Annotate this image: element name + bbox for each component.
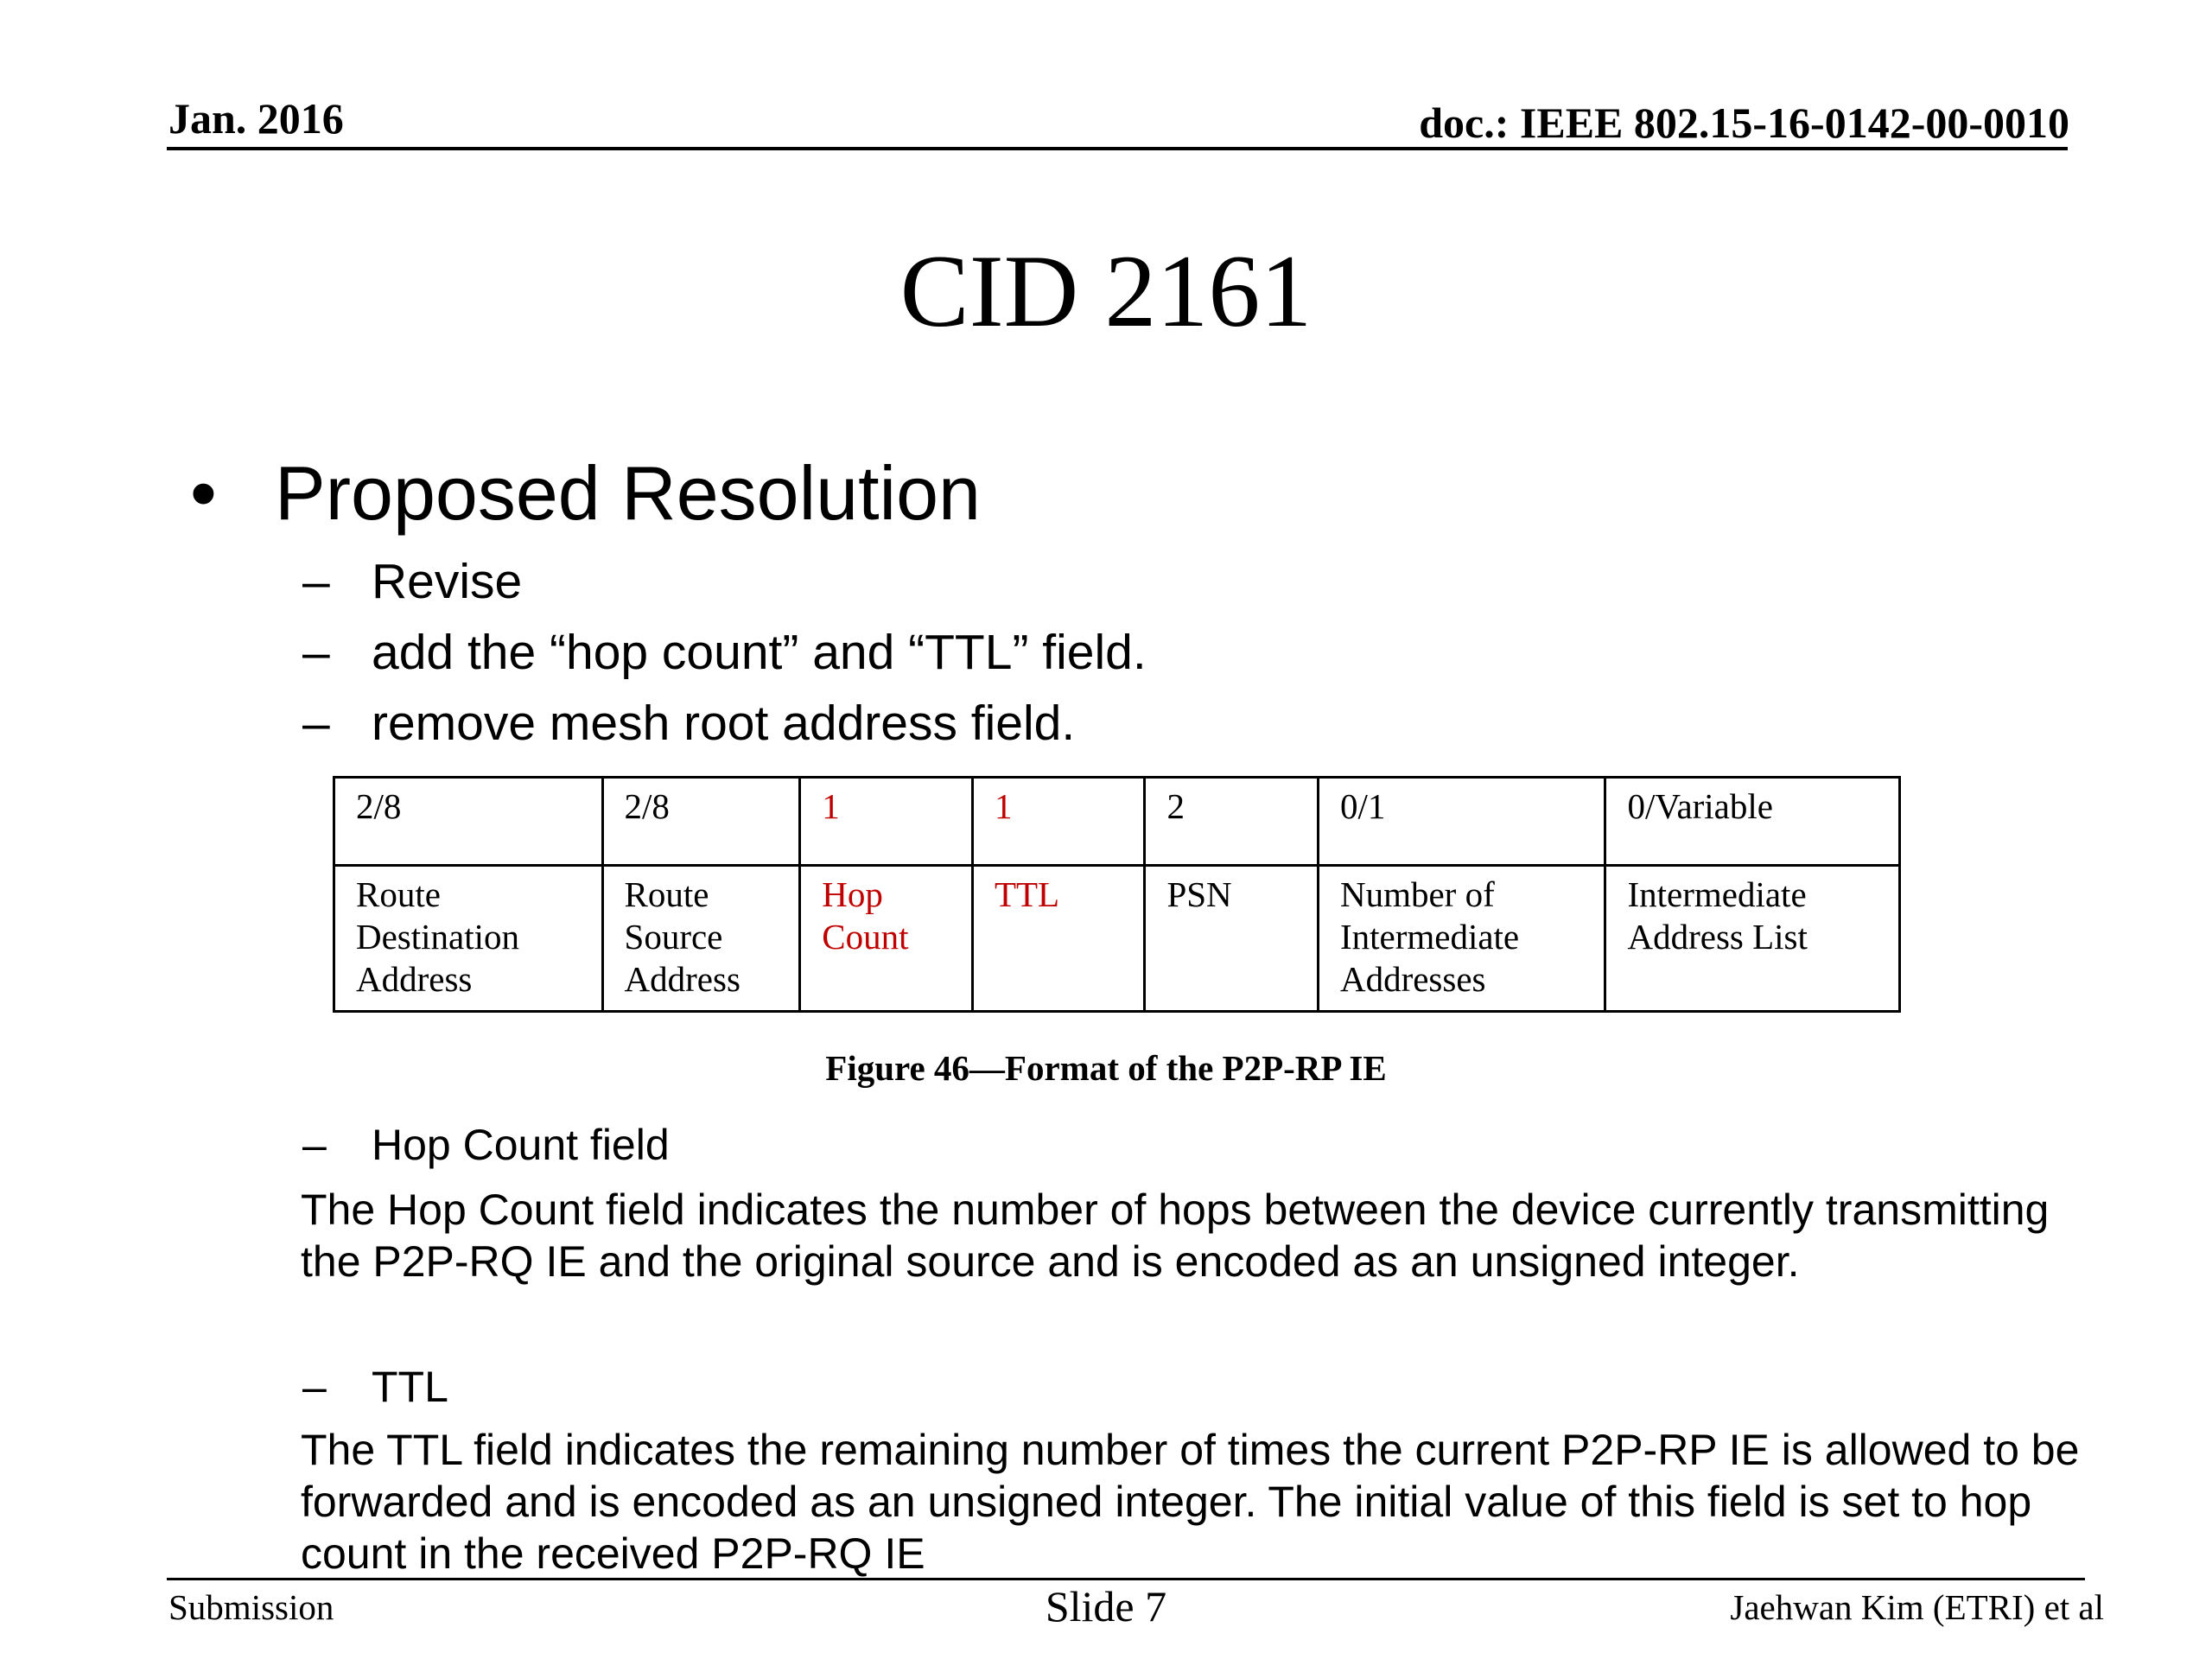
table-cell: Route Source Address (602, 866, 800, 1012)
footer-submission: Submission (168, 1587, 334, 1627)
footer-slide-number: Slide 7 (1045, 1582, 1167, 1630)
sub-item-text: Revise (372, 554, 523, 609)
footer-author: Jaehwan Kim (ETRI) et al (1730, 1587, 2104, 1627)
table-cell: 1 (800, 778, 973, 866)
table-cell: Route Destination Address (334, 866, 603, 1012)
table-cell: Intermediate Address List (1605, 866, 1900, 1012)
dash-symbol: – (302, 696, 330, 751)
dash-symbol: – (302, 625, 330, 680)
dash-symbol: – (302, 554, 330, 609)
table-cell: 2/8 (602, 778, 800, 866)
dash-symbol: – (302, 1121, 327, 1169)
bullet-symbol: • (190, 450, 217, 536)
table-row-names (334, 866, 1900, 1012)
footer-divider (167, 1578, 2085, 1580)
table-cell: PSN (1145, 866, 1319, 1012)
table-cell: 0/1 (1318, 778, 1605, 866)
table-cell: Hop Count (800, 866, 973, 1012)
header-divider (167, 147, 2068, 150)
table-cell: TTL (972, 866, 1145, 1012)
table-cell: 0/Variable (1605, 778, 1900, 866)
sub-item-text: remove mesh root address field. (372, 696, 1076, 751)
dash-symbol: – (302, 1363, 327, 1411)
table-cell: Number of Intermediate Addresses (1318, 866, 1605, 1012)
bullet-heading: Proposed Resolution (275, 450, 981, 536)
ie-format-table (333, 776, 1901, 1013)
table-cell: 1 (972, 778, 1145, 866)
header-doc-id: doc.: IEEE 802.15-16-0142-00-0010 (1419, 99, 2069, 147)
table-cell: 2 (1145, 778, 1319, 866)
section-heading-text: TTL (372, 1363, 448, 1411)
section-ttl-body: The TTL field indicates the remaining number of times the current P2P-RP IE is allowed to be forwarded and is encoded as an unsigned integer. The initial value of this field is set to hop count in the received P2P-RQ IE (301, 1426, 2080, 1578)
sub-item-text: add the “hop count” and “TTL” field. (372, 625, 1147, 680)
section-heading-text: Hop Count field (372, 1121, 670, 1169)
section-hop-count-body: The Hop Count field indicates the number of hops between the device currently transmitting the P2P-RQ IE and the original source and is encoded as an unsigned integer. (301, 1185, 2050, 1286)
table-row-sizes (334, 778, 1900, 866)
header-date: Jan. 2016 (168, 94, 344, 143)
table-cell: 2/8 (334, 778, 603, 866)
figure-caption: Figure 46—Format of the P2P-RP IE (825, 1048, 1387, 1088)
slide-title: CID 2161 (899, 233, 1313, 348)
